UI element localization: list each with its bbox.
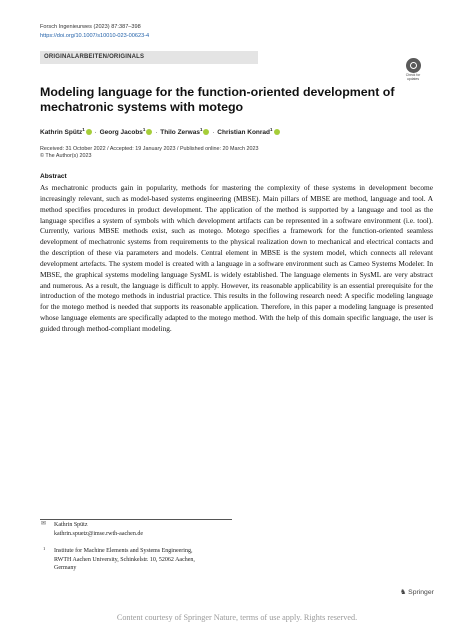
- copyright-line: © The Author(s) 2023: [40, 153, 92, 160]
- author-name[interactable]: Christian Konrad: [217, 129, 271, 137]
- author-affil-sup: 1: [82, 127, 85, 132]
- affiliation-marker: 1: [43, 546, 46, 551]
- author-affil-sup: 1: [142, 127, 146, 132]
- author-affil-sup: 1: [199, 127, 203, 132]
- author-separator: ·: [94, 129, 97, 137]
- orcid-icon[interactable]: [86, 129, 92, 135]
- abstract-heading: Abstract: [40, 173, 67, 180]
- corresponding-author: [54, 521, 143, 538]
- author-name[interactable]: Thilo Zerwas: [160, 129, 200, 137]
- author-separator: ·: [155, 129, 158, 137]
- envelope-icon: ✉: [41, 521, 47, 527]
- author-name[interactable]: Georg Jacobs: [99, 129, 143, 137]
- affiliation-line: Institute for Machine Elements and Systems Engineering,: [54, 548, 193, 554]
- orcid-icon[interactable]: [203, 129, 209, 135]
- article-title: Modeling language for the function-oriented development of mechatronic systems with motego: [40, 85, 395, 114]
- affiliation-line: Germany: [54, 565, 77, 572]
- author-name[interactable]: Kathrin Spütz: [40, 129, 83, 137]
- publication-history: [40, 146, 258, 161]
- doi-link[interactable]: https://doi.org/10.1007/s10010-023-00623-4: [40, 33, 150, 39]
- author-list: [40, 127, 280, 136]
- section-label: ORIGINALARBEITEN/ORIGINALS: [40, 51, 258, 64]
- footnote-divider: [40, 519, 232, 520]
- author-affil-sup: 1: [270, 127, 273, 132]
- springer-horse-icon: ♞: [400, 589, 407, 596]
- dates-line: Received: 31 October 2022 / Accepted: 19 January 2023 / Published online: 20 March 2023: [40, 146, 259, 152]
- courtesy-notice: Content courtesy of Springer Nature, terms of use apply. Rights reserved.: [116, 613, 358, 622]
- crossmark-label: Check for updates: [405, 73, 421, 81]
- springer-logo: [400, 588, 434, 596]
- journal-citation: Forsch Ingenieurwes (2023) 87:387–398: [40, 24, 141, 30]
- crossmark-badge[interactable]: [402, 58, 424, 82]
- crossmark-icon: [406, 58, 421, 73]
- orcid-icon[interactable]: [274, 129, 280, 135]
- affiliation-line: RWTH Aachen University, Schinkelstr. 10, 52062 Aachen,: [54, 556, 195, 563]
- corresponding-email[interactable]: kathrin.spuetz@imse.rwth-aachen.de: [54, 530, 143, 537]
- abstract-text: As mechatronic products gain in popularity, methods for mastering the complexity of these systems in development become increasingly relevant, such as model-based systems engineering (MBSE). Main pillars of MBSE are method, language and tool. A method specifies procedures in product development. The application of the method is supported by a language and tool as the language specifies a system of symbols with which development artifacts can be represented in a software environment (i.e. tool). Currently, various MBSE methods exist, such as motego. Motego specifies a framework for the function-oriented seamless development of mechatronic systems from requirements to the physical realization down to mechanical and electrical contacts and the description of these via parameters and models. Central element in MBSE is the system model, which connects all relevant development artefacts. The system model is created with a language in a software environment such as Cameo Systems Modeler. In MBSE, the graphical systems modeling language SysML is widely established. The language elements in SysML are very abstract and numerous. As a result, the language is difficult to apply. However, its reasonable applicability is an essential prerequisite for the introduction of the motego methods in industrial practice. This results in the following research need: A specific modeling language for the motego method is needed that supports its reasonable application. Therefore, in this paper a modeling language is presented whose language elements are specifically adapted to the motego method. With the help of this domain specific language, the user is guided through method-compliant modeling.: [40, 183, 433, 333]
- corresponding-name: Kathrin Spütz: [54, 522, 88, 528]
- publisher-name: Springer: [408, 589, 434, 596]
- author-separator: ·: [212, 129, 215, 137]
- affiliation: [54, 547, 195, 573]
- orcid-icon[interactable]: [146, 129, 152, 135]
